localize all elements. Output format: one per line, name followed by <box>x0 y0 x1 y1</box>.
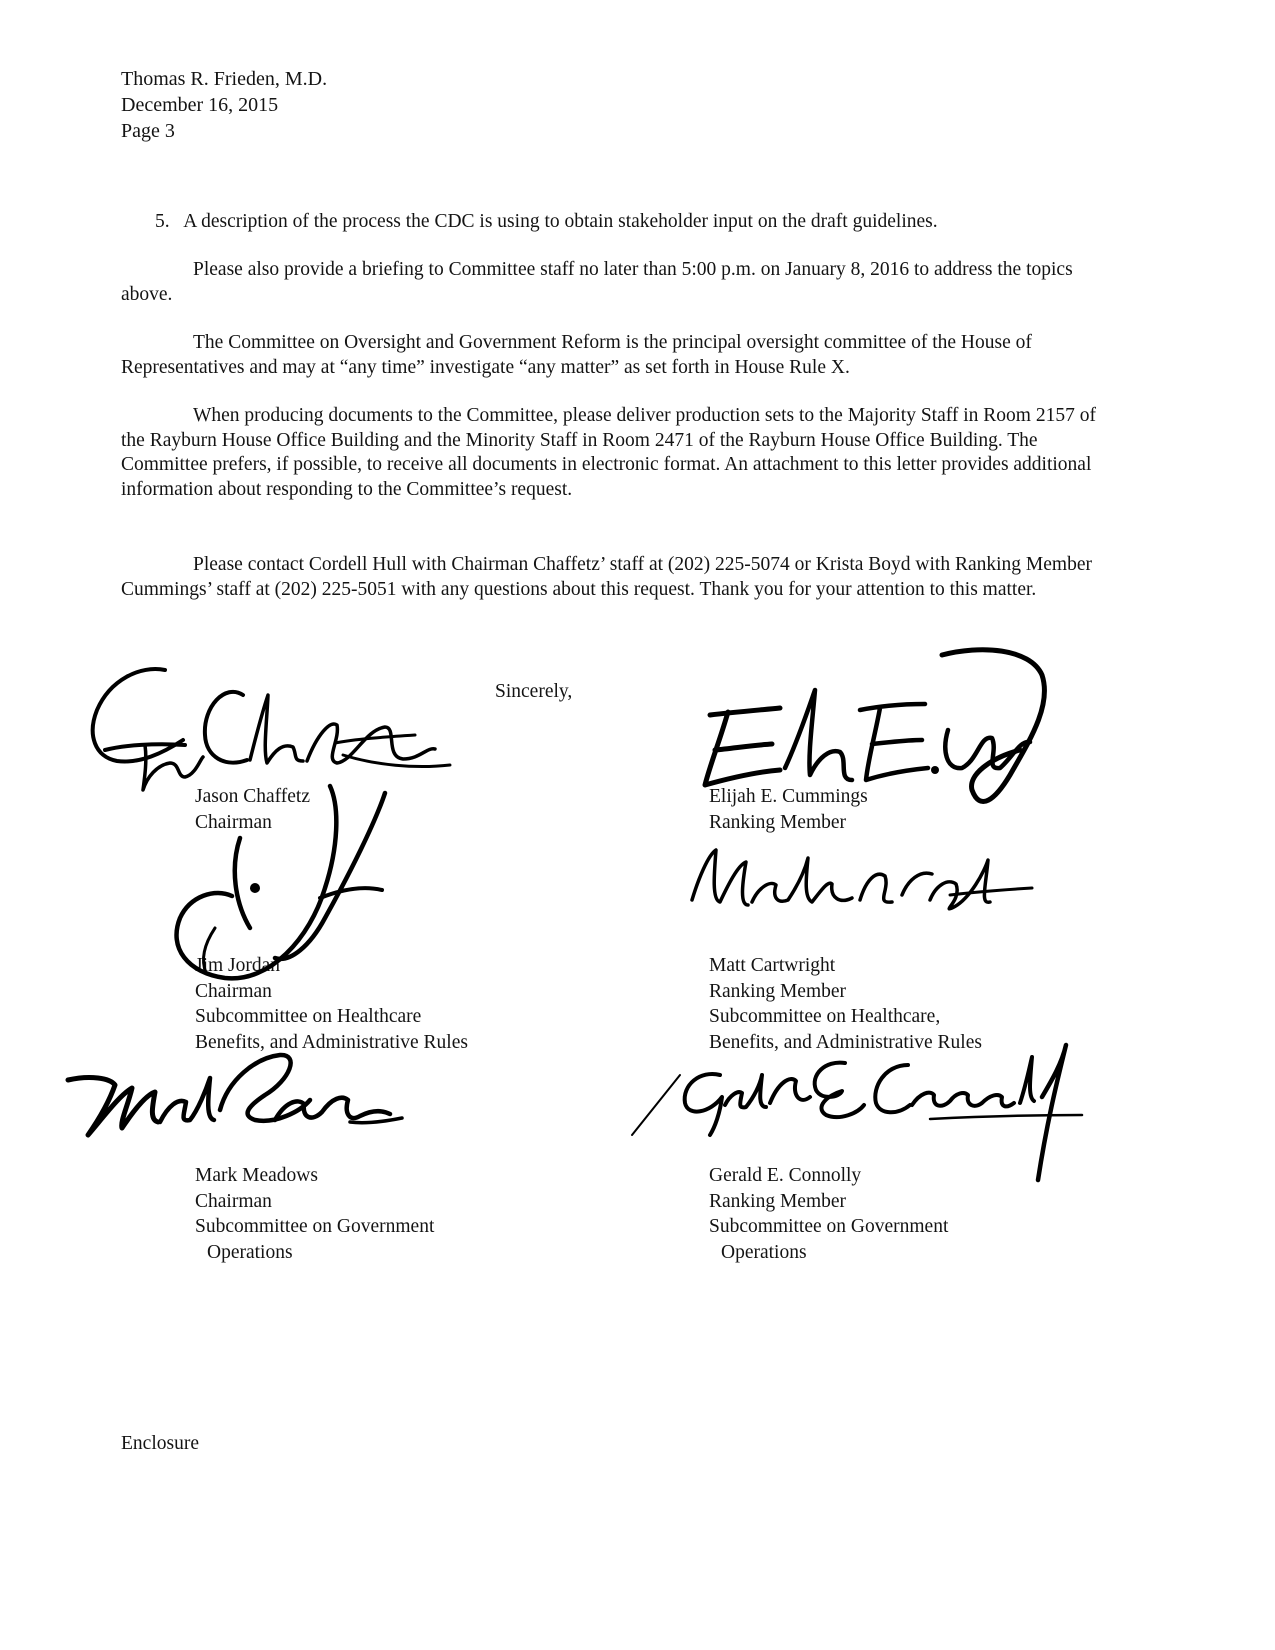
signatory-subcommittee-cont: Benefits, and Administrative Rules <box>709 1031 982 1053</box>
signatory-name: Elijah E. Cummings <box>709 786 868 807</box>
signature-jordan <box>160 778 420 993</box>
recipient-name: Thomas R. Frieden, M.D. <box>121 68 328 90</box>
signatory-subcommittee-cont: Operations <box>721 1241 807 1263</box>
contact-paragraph: Please contact Cordell Hull with Chairman Chaffetz’ staff at (202) 225-5074 or Krista Boyd with Ranking Member Cummings’ staff at (202) 225-5051 with any questions about this request. Thank you for your attention to this matter. <box>121 554 1092 600</box>
letter-date: December 16, 2015 <box>121 94 279 116</box>
signatory-title: Ranking Member <box>709 980 847 1002</box>
signatory-subcommittee: Subcommittee on Government <box>195 1216 435 1237</box>
signatory-title: Ranking Member <box>709 1190 847 1212</box>
committee-paragraph: The Committee on Oversight and Government Reform is the principal oversight committee of the House of Representatives and may at “any time” investigate “any matter” as set forth in House Rule X. <box>121 332 1032 378</box>
list-item-number: 5. <box>155 211 170 232</box>
briefing-paragraph: Please also provide a briefing to Committee staff no later than 5:00 p.m. on January 8, 2016 to address the topics above. <box>121 259 1073 305</box>
letter-header <box>121 66 327 144</box>
signatory-name: Jason Chaffetz <box>195 786 310 807</box>
signature-cartwright <box>680 840 1040 940</box>
signatory-title: Chairman <box>195 811 272 833</box>
signatory-title: Ranking Member <box>709 811 847 833</box>
signatory-name: Gerald E. Connolly <box>709 1165 862 1186</box>
enclosure-note: Enclosure <box>121 1433 199 1454</box>
signatory-name: Jim Jordan <box>195 955 281 976</box>
documents-paragraph: When producing documents to the Committee, please deliver production sets to the Majority Staff in Room 2157 of the Rayburn House Office Building and the Minority Staff in Room 2471 of the Rayburn House Office Building. The Committee prefers, if possible, to receive all documents in electronic format. An attachment to this letter provides additional information about responding to the Committee’s request. <box>121 405 1096 500</box>
list-item-text: A description of the process the CDC is using to obtain stakeholder input on the draft guidelines. <box>183 211 938 232</box>
signature-meadows <box>60 1040 410 1150</box>
signature-block-meadows <box>195 1163 434 1265</box>
signatory-name: Matt Cartwright <box>709 955 836 976</box>
signatory-subcommittee: Subcommittee on Healthcare, <box>709 1006 941 1027</box>
signatory-subcommittee-cont: Benefits, and Administrative Rules <box>195 1031 468 1053</box>
signatory-subcommittee: Subcommittee on Government <box>709 1216 949 1237</box>
signatory-subcommittee-cont: Operations <box>207 1241 293 1263</box>
closing: Sincerely, <box>495 681 573 702</box>
page-number: Page 3 <box>121 120 175 142</box>
signatory-name: Mark Meadows <box>195 1165 318 1186</box>
signature-connolly <box>630 1035 1100 1185</box>
list-item-5 <box>155 210 938 235</box>
signatory-title: Chairman <box>195 1190 272 1212</box>
signatory-title: Chairman <box>195 980 272 1002</box>
signature-cummings <box>680 640 1060 825</box>
signatory-subcommittee: Subcommittee on Healthcare <box>195 1006 422 1027</box>
